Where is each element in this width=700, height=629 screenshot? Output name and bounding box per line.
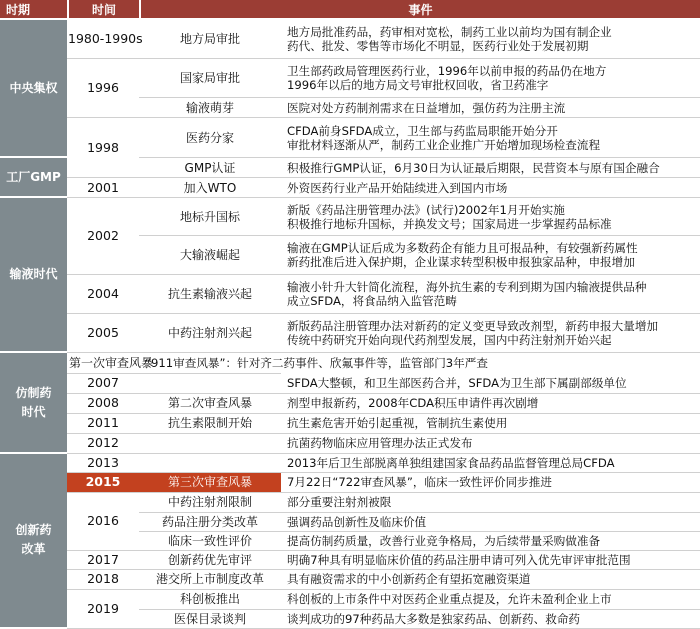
event-description-line: 科创板的上市条件中对医药企业重点提及，允许未盈利企业上市 xyxy=(287,592,612,607)
event-description-line: “911审查风暴”：针对齐二药事件、欣氟事件等，监管部门3年严查 xyxy=(145,355,488,370)
event-description-line: 具有融资需求的中小创新药企有望拓宽融资渠道 xyxy=(287,572,531,587)
table-row xyxy=(0,590,700,610)
year-cell: 2016 xyxy=(67,493,139,551)
period-cell: 中央集权 xyxy=(0,20,67,158)
event-description-cell xyxy=(281,454,700,473)
table-row xyxy=(0,118,700,158)
table-row xyxy=(0,414,700,434)
event-description-cell xyxy=(281,374,700,394)
year-cell: 2001 xyxy=(67,178,139,198)
year-cell: 2008 xyxy=(67,394,139,414)
event-name-cell xyxy=(139,454,281,473)
event-name-cell: 国家局审批 xyxy=(139,59,281,98)
event-description-line: 新版药品注册管理办法对新药的定义变更导致改剂型，新药申报大量增加 xyxy=(287,319,659,334)
header-row xyxy=(0,0,700,20)
event-description-cell xyxy=(281,158,700,178)
event-description-line: 抗生素危害开始引起重视，管制抗生素使用 xyxy=(287,416,508,431)
year-cell: 2019 xyxy=(67,590,139,629)
event-name-cell: 药品注册分类改革 xyxy=(139,513,281,532)
event-description-cell xyxy=(281,394,700,414)
event-description-line: 新药批准后进入保护期，企业谋求转型积极申报独家品种，申报增加 xyxy=(287,255,635,270)
event-description-line: 2013年后卫生部脱离单独组建国家食品药品监督管理总局CFDA xyxy=(287,455,615,470)
event-name-cell: 临床一致性评价 xyxy=(139,532,281,551)
event-description-line: 地方局批准药品，药审相对宽松，制药工业以前均为国有制企业 xyxy=(287,25,612,40)
event-name-cell: GMP认证 xyxy=(139,158,281,178)
event-description-cell xyxy=(281,59,700,98)
header-period: 时期 xyxy=(0,0,67,20)
event-description-line: SFDA大整顿，和卫生部医药合并，SFDA为卫生部下属副部级单位 xyxy=(287,376,627,391)
event-name-cell: 科创板推出 xyxy=(139,590,281,610)
event-description-line: 部分重要注射剂被限 xyxy=(287,495,392,510)
event-description-line: 成立SFDA，将食品纳入监管范畴 xyxy=(287,294,457,309)
event-description-cell xyxy=(281,570,700,590)
event-description-cell xyxy=(281,532,700,551)
event-description-cell xyxy=(281,590,700,610)
table-row xyxy=(0,434,700,454)
event-name-cell: 港交所上市制度改革 xyxy=(139,570,281,590)
year-cell: 2011 xyxy=(67,414,139,434)
event-name-cell: 创新药优先审评 xyxy=(139,551,281,570)
table-row xyxy=(0,551,700,570)
table-row xyxy=(0,353,700,373)
year-cell: 2005 xyxy=(67,314,139,353)
event-description-line: 传统中药研究开始向现代药剂型发展，国内中药注射剂开始兴起 xyxy=(287,333,612,348)
event-name-cell: 输液萌芽 xyxy=(139,98,281,118)
event-description-cell xyxy=(281,513,700,532)
event-description-cell xyxy=(281,118,700,158)
event-name-cell xyxy=(139,434,281,454)
year-cell: 1998 xyxy=(67,118,139,178)
event-name-cell xyxy=(139,374,281,394)
table-row xyxy=(0,198,700,236)
table-row xyxy=(0,493,700,513)
event-name-cell: 加入WTO xyxy=(139,178,281,198)
year-cell: 1980-1990s xyxy=(67,20,139,59)
period-cell: 仿制药 时代 xyxy=(0,353,67,453)
event-name-cell: 大输液崛起 xyxy=(139,236,281,275)
table-row xyxy=(0,178,700,198)
table-row xyxy=(0,570,700,590)
event-description-cell xyxy=(281,551,700,570)
event-description-line: 卫生部药政局管理医药行业，1996年以前申报的药品仍在地方 xyxy=(287,64,607,79)
event-description-line: 7月22日“722审查风暴”，临床一致性评价同步推进 xyxy=(287,475,552,490)
event-description-cell xyxy=(281,178,700,198)
table-row xyxy=(0,374,700,394)
event-description-line: 外资医药行业产品开始陆续进入到国内市场 xyxy=(287,180,508,195)
event-name-cell: 医保目录谈判 xyxy=(139,610,281,629)
event-description-line: 医院对处方药制剂需求在日益增加，强仿药为注册主流 xyxy=(287,100,566,115)
table-row xyxy=(0,314,700,353)
year-cell: 2018 xyxy=(67,570,139,590)
table-row xyxy=(0,20,700,59)
event-name-cell: 第一次审查风暴 xyxy=(67,353,139,373)
event-description-cell xyxy=(281,473,700,493)
year-cell: 1996 xyxy=(67,59,139,118)
table-row xyxy=(0,59,700,98)
event-description-line: CFDA前身SFDA成立，卫生部与药监局职能开始分开 xyxy=(287,123,558,138)
event-name-cell: 中药注射剂兴起 xyxy=(139,314,281,353)
event-name-cell: 抗生素输液兴起 xyxy=(139,275,281,314)
table-row xyxy=(0,275,700,314)
event-description-line: 1996年以后的地方局文号审批权回收，省卫药准字 xyxy=(287,78,549,93)
table-row xyxy=(0,473,700,493)
period-cell: 工厂GMP xyxy=(0,158,67,198)
header-year: 时间 xyxy=(67,0,139,20)
year-cell: 2017 xyxy=(67,551,139,570)
event-description-line: 提高仿制药质量，改善行业竞争格局，为后续带量采购做准备 xyxy=(287,533,601,548)
period-cell: 输液时代 xyxy=(0,198,67,353)
event-description-cell xyxy=(281,275,700,314)
event-name-cell: 医药分家 xyxy=(139,118,281,158)
year-cell: 2004 xyxy=(67,275,139,314)
event-description-line: 药代、批发、零售等市场化不明显，医药行业处于发展初期 xyxy=(287,39,589,54)
year-cell: 2013 xyxy=(67,454,139,473)
event-description-cell xyxy=(281,198,700,236)
event-description-cell xyxy=(139,353,488,373)
table-row xyxy=(0,454,700,473)
event-description-cell xyxy=(281,434,700,454)
event-description-line: 抗菌药物临床应用管理办法正式发布 xyxy=(287,436,473,451)
year-cell: 2012 xyxy=(67,434,139,454)
event-description-line: 输液在GMP认证后成为多数药企有能力且可报品种，有较强新药属性 xyxy=(287,241,638,256)
table-row xyxy=(0,394,700,414)
event-description-line: 剂型申报新药，2008年CDA积压申请件再次剧增 xyxy=(287,396,539,411)
event-description-cell xyxy=(281,98,700,118)
year-cell: 2002 xyxy=(67,198,139,275)
header-event: 事件 xyxy=(139,0,700,20)
event-name-cell: 中药注射剂限制 xyxy=(139,493,281,513)
year-cell: 2007 xyxy=(67,374,139,394)
event-description-line: 明确7种具有明显临床价值的药品注册申请可列入优先审评审批范围 xyxy=(287,552,631,567)
event-name-cell: 抗生素限制开始 xyxy=(139,414,281,434)
event-name-cell: 第二次审查风暴 xyxy=(139,394,281,414)
event-description-line: 积极推行GMP认证，6月30日为认证最后期限，民营资本与原有国企融合 xyxy=(287,160,660,175)
event-description-line: 强调药品创新性及临床价值 xyxy=(287,514,427,529)
event-description-cell xyxy=(281,414,700,434)
event-description-cell xyxy=(281,493,700,513)
year-cell: 2015 xyxy=(67,473,139,493)
event-description-line: 输液小针升大针简化流程，海外抗生素的专利到期为国内输液提供品种 xyxy=(287,280,647,295)
event-name-cell: 地方局审批 xyxy=(139,20,281,59)
event-description-cell xyxy=(281,314,700,353)
event-description-line: 积极推行地标升国标，并换发文号；国家局进一步掌握药品标准 xyxy=(287,216,612,231)
event-description-cell xyxy=(281,236,700,275)
event-description-line: 谈判成功的97种药品大多数是独家药品、创新药、救命药 xyxy=(287,611,581,626)
event-name-cell: 地标升国标 xyxy=(139,198,281,236)
event-name-cell: 第三次审查风暴 xyxy=(139,473,281,493)
event-description-cell xyxy=(281,20,700,59)
period-cell: 创新药 改革 xyxy=(0,454,67,629)
event-description-cell xyxy=(281,610,700,629)
event-description-line: 新版《药品注册管理办法》(试行)2002年1月开始实施 xyxy=(287,202,565,217)
event-description-line: 审批材料逐渐从严，制药工业企业推广开始增加现场检查流程 xyxy=(287,137,601,152)
